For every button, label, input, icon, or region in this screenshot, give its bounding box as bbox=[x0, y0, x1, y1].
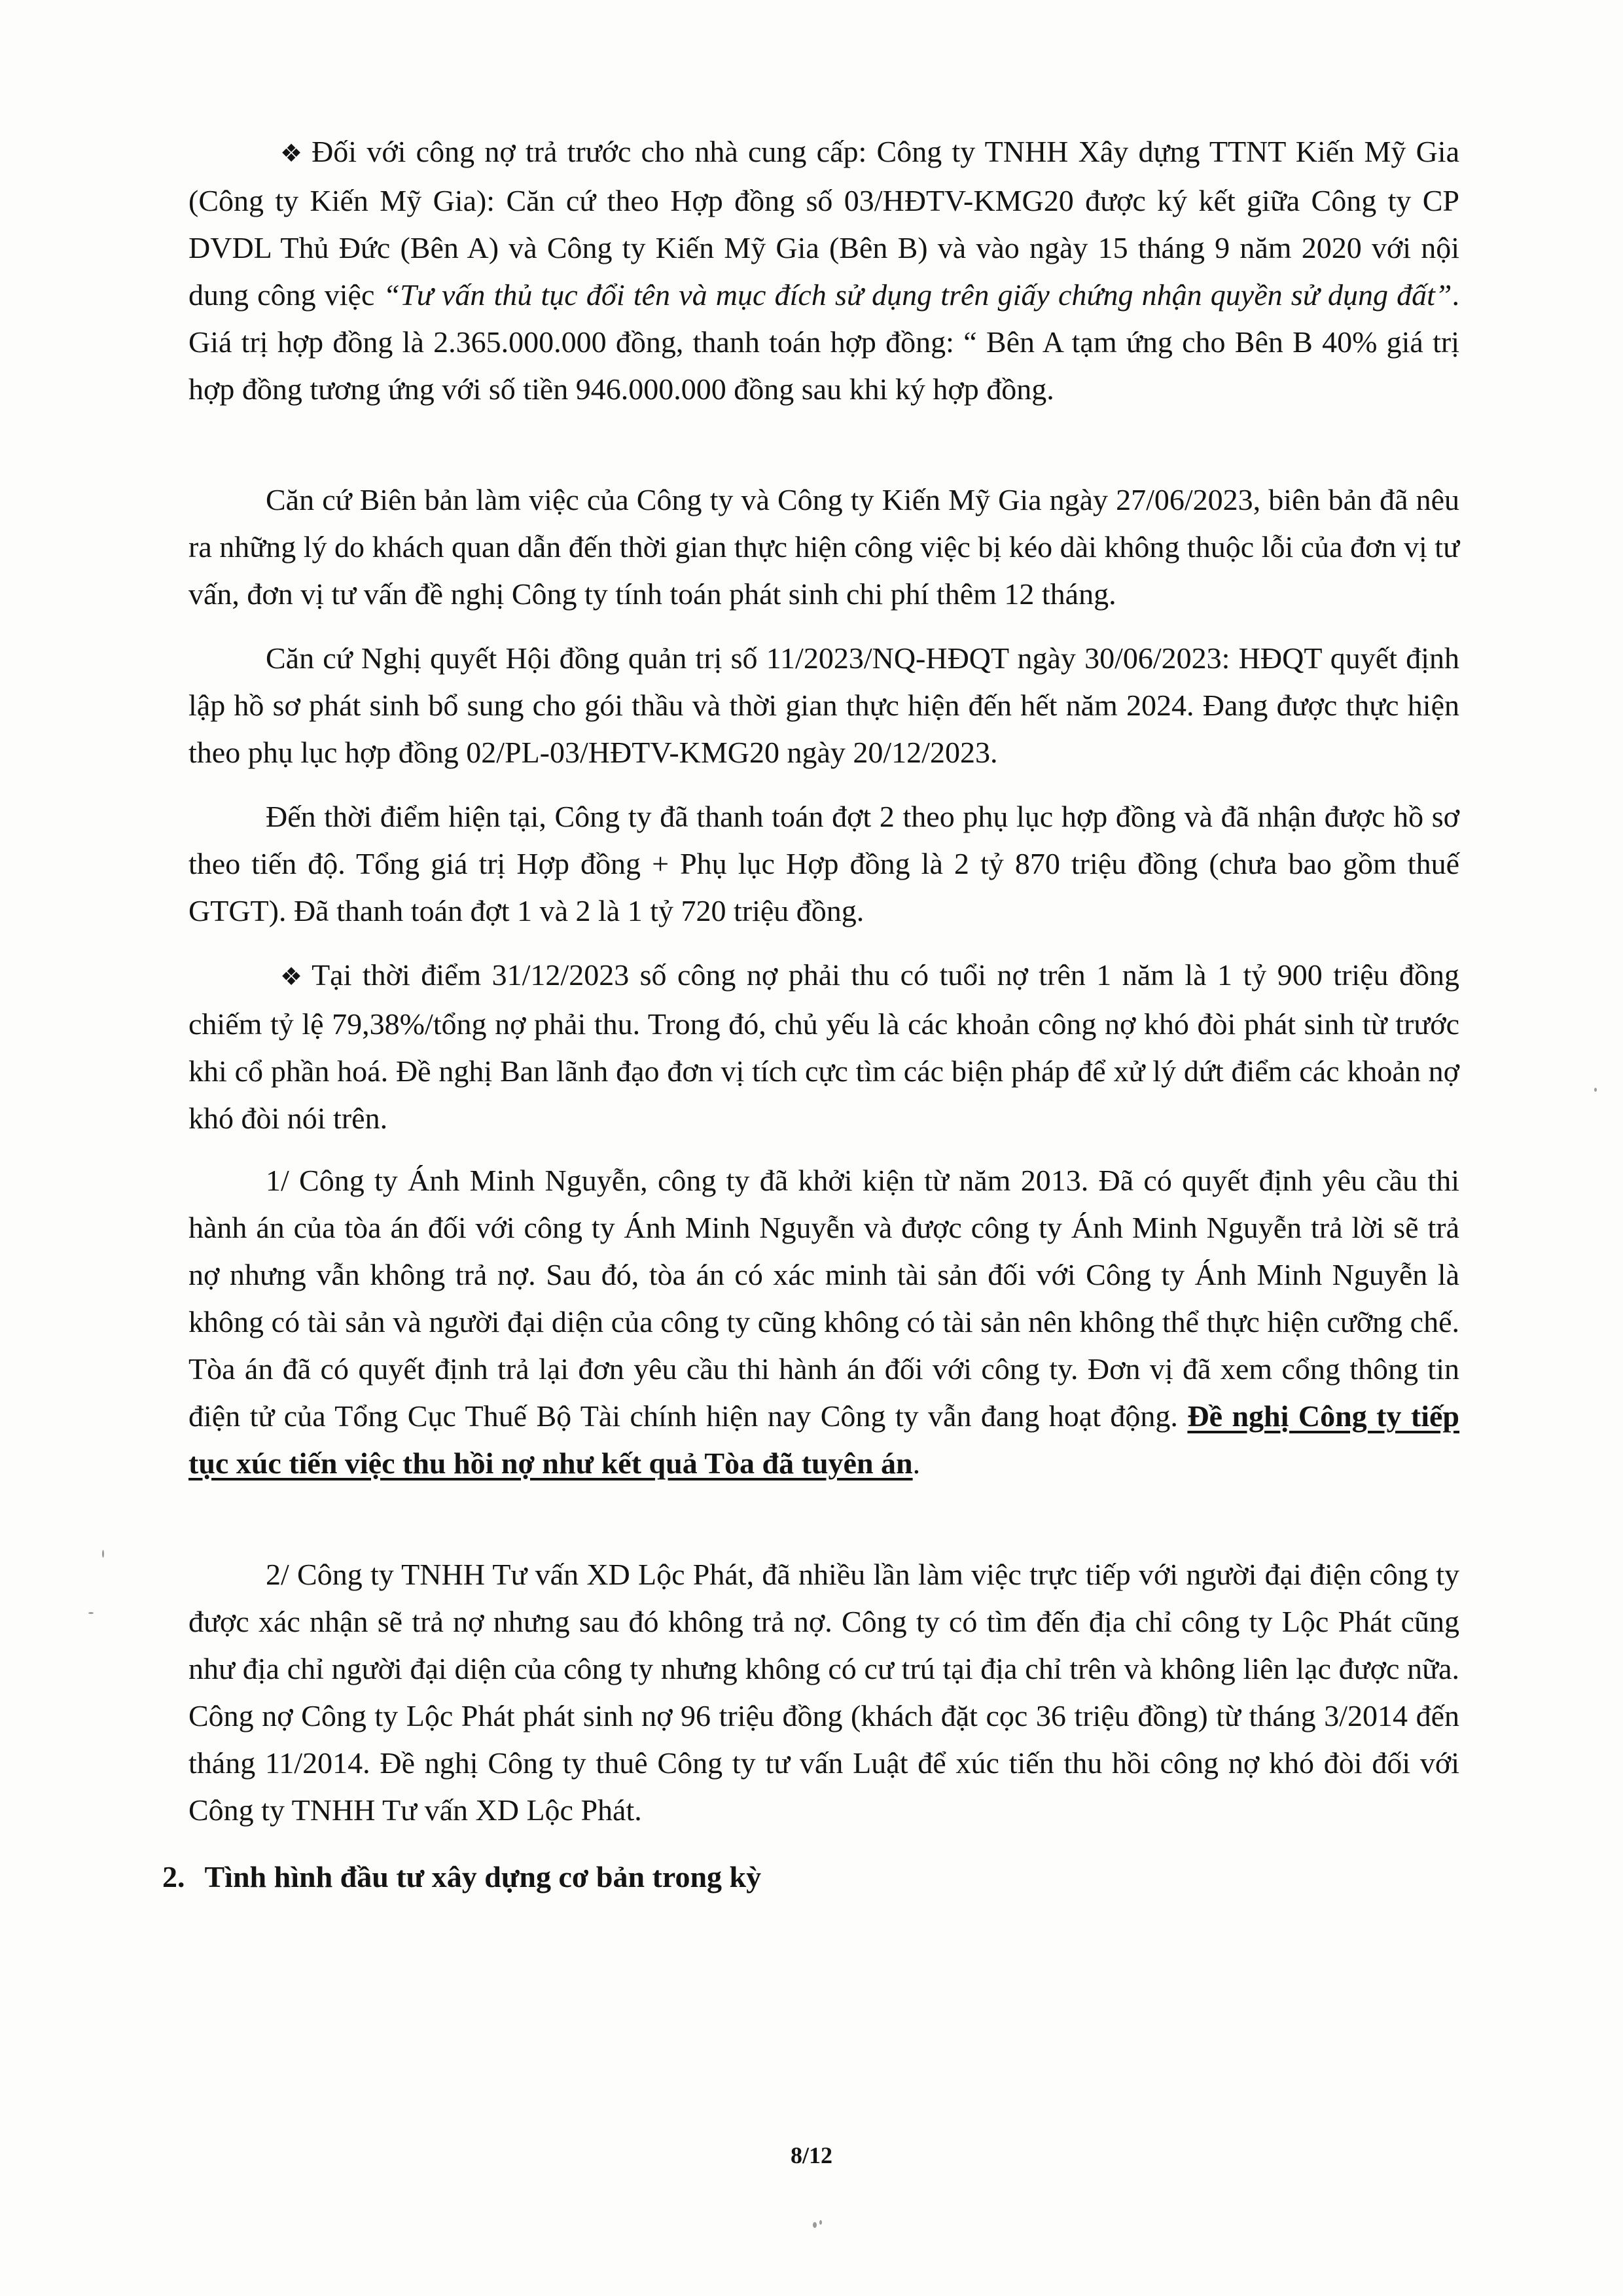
paragraph-meeting-minutes: Căn cứ Biên bản làm việc của Công ty và Công ty Kiến Mỹ Gia ngày 27/06/2023, biên bản đã nêu ra những lý do khách quan dẫn đến thời gian thực hiện công việc bị kéo dài không thuộc lỗi của đơn vị tư vấn, đơn vị tư vấn đề nghị Công ty tính toán phát sinh chi phí thêm 12 tháng. bbox=[188, 483, 1459, 611]
paragraph-prepaid-supplier bbox=[188, 128, 1459, 413]
diamond-bullet-icon: ❖ bbox=[280, 140, 303, 168]
recommendation-emphasis: Đề nghị Công ty tiếp tục xúc tiến việc thu hồi nợ như kết quả Tòa đã tuyên án bbox=[188, 1399, 1459, 1480]
scan-speck bbox=[102, 1550, 104, 1558]
paragraph-payment-status: Đến thời điểm hiện tại, Công ty đã thanh toán đợt 2 theo phụ lục hợp đồng và đã nhận được hồ sơ theo tiến độ. Tổng giá trị Hợp đồng + Phụ lục Hợp đồng là 2 tỷ 870 triệu đồng (chưa bao gồm thuế GTGT). Đã thanh toán đợt 1 và 2 là 1 tỷ 720 triệu đồng. bbox=[188, 800, 1459, 927]
scan-speck bbox=[88, 1612, 94, 1614]
section-heading bbox=[162, 1854, 761, 1901]
section-number: 2. bbox=[162, 1860, 185, 1893]
paragraph-receivables-age bbox=[188, 952, 1459, 1142]
paragraph-text: . Giá trị hợp đồng là 2.365.000.000 đồng, thanh toán hợp đồng: “ Bên A tạm ứng cho Bên B 40% giá trị hợp đồng tương ứng với số tiền 946.000.000 đồng sau khi ký hợp đồng. bbox=[188, 278, 1459, 406]
paragraph-text: Tại thời điểm 31/12/2023 số công nợ phải thu có tuổi nợ trên 1 năm là 1 tỷ 900 triệu đồng chiếm tỷ lệ 79,38%/tổng nợ phải thu. Trong đó, chủ yếu là các khoản công nợ khó đòi phát sinh từ trước khi cổ phần hoá. Đề nghị Ban lãnh đạo đơn vị tích cực tìm các biện pháp để xử lý dứt điểm các khoản nợ khó đòi nói trên. bbox=[188, 958, 1459, 1135]
scan-speck bbox=[819, 2220, 822, 2225]
paragraph-loc-phat: 2/ Công ty TNHH Tư vấn XD Lộc Phát, đã nhiều lần làm việc trực tiếp với người đại điện công ty được xác nhận sẽ trả nợ nhưng sau đó không trả nợ. Công ty có tìm đến địa chỉ công ty Lộc Phát cũng như địa chỉ người đại diện của công ty nhưng không có cư trú tại địa chỉ trên và không liên lạc được nữa. Công nợ Công ty Lộc Phát phát sinh nợ 96 triệu đồng (khách đặt cọc 36 triệu đồng) từ tháng 3/2014 đến tháng 11/2014. Đề nghị Công ty thuê Công ty tư vấn Luật để xúc tiến thu hồi công nợ khó đòi đối với Công ty TNHH Tư vấn XD Lộc Phát. bbox=[188, 1558, 1459, 1827]
scan-speck bbox=[1594, 1088, 1597, 1092]
paragraph-anh-minh-nguyen bbox=[188, 1157, 1459, 1487]
paragraph-text: Đối với công nợ trả trước cho nhà cung cấp: Công ty TNHH Xây dựng TTNT Kiến Mỹ Gia (Công ty Kiến Mỹ Gia): Căn cứ theo Hợp đồng số 03/HĐTV-KMG20 được ký kết giữa Công ty CP DVDL Thủ Đức (Bên A) và Công ty Kiến Mỹ Gia (Bên B) và vào ngày 15 tháng 9 năm 2020 với nội dung công việc bbox=[188, 135, 1459, 312]
quoted-work-content: “Tư vấn thủ tục đổi tên và mục đích sử dụng trên giấy chứng nhận quyền sử dụng đất” bbox=[383, 278, 1452, 312]
diamond-bullet-icon: ❖ bbox=[280, 963, 303, 991]
section-title: Tình hình đầu tư xây dựng cơ bản trong kỳ bbox=[204, 1860, 762, 1893]
paragraph-end: . bbox=[912, 1446, 921, 1480]
page-number: 8/12 bbox=[790, 2142, 832, 2168]
scan-speck bbox=[813, 2222, 817, 2228]
paragraph-board-resolution: Căn cứ Nghị quyết Hội đồng quản trị số 11/2023/NQ-HĐQT ngày 30/06/2023: HĐQT quyết định lập hồ sơ phát sinh bổ sung cho gói thầu và thời gian thực hiện đến hết năm 2024. Đang được thực hiện theo phụ lục hợp đồng 02/PL-03/HĐTV-KMG20 ngày 20/12/2023. bbox=[188, 641, 1459, 769]
paragraph-text: 1/ Công ty Ánh Minh Nguyễn, công ty đã khởi kiện từ năm 2013. Đã có quyết định yêu cầu thi hành án của tòa án đối với công ty Ánh Minh Nguyễn và được công ty Ánh Minh Nguyễn trả lời sẽ trả nợ nhưng vẫn không trả nợ. Sau đó, tòa án có xác minh tài sản đối với Công ty Ánh Minh Nguyễn là không có tài sản và người đại diện của công ty cũng không có tài sản nên không thể thực hiện cưỡng chế. Tòa án đã có quyết định trả lại đơn yêu cầu thi hành án đối với công ty. Đơn vị đã xem cổng thông tin điện tử của Tổng Cục Thuế Bộ Tài chính hiện nay Công ty vẫn đang hoạt động. bbox=[188, 1164, 1459, 1433]
